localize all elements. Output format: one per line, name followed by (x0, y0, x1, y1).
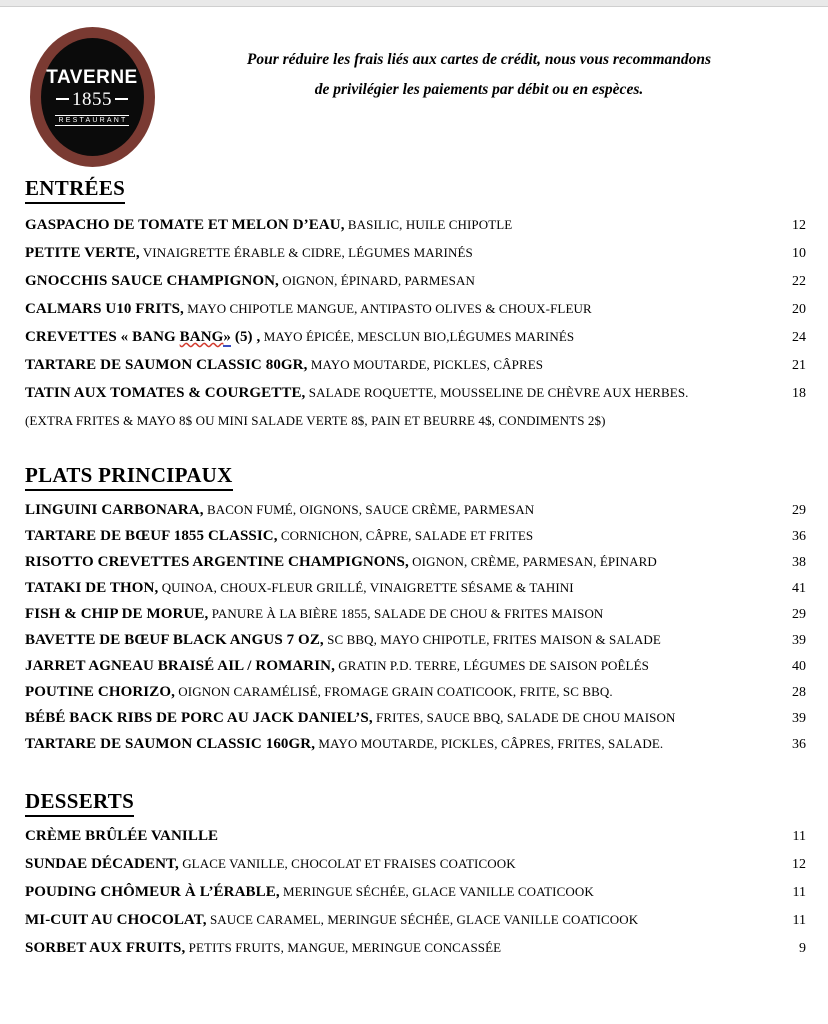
menu-item-description: PETITS FRUITS, MANGUE, MERINGUE CONCASSÉE (185, 940, 502, 955)
menu-item-price: 10 (792, 246, 806, 261)
menu-item-name: POUDING CHÔMEUR À L’ÉRABLE, (25, 884, 280, 900)
menu-item-text (25, 709, 725, 727)
menu-item-text (25, 827, 740, 845)
menu-item (25, 605, 806, 623)
menu-item (25, 883, 806, 901)
document-viewer-top-edge (0, 0, 828, 7)
menu-item-name: POUTINE CHORIZO, (25, 684, 175, 700)
menu-item-price: 20 (792, 302, 806, 317)
logo-container (22, 21, 162, 167)
menu-item-description: OIGNON, ÉPINARD, PARMESAN (278, 273, 475, 288)
menu-item (25, 356, 806, 374)
menu-item-price: 29 (792, 503, 806, 518)
menu-item-price: 12 (792, 218, 806, 233)
menu-item-price: 24 (792, 330, 806, 345)
menu-item-name: LINGUINI CARBONARA, (25, 502, 204, 518)
credit-card-notice (162, 21, 806, 105)
menu-item-description: CORNICHON, CÂPRE, SALADE ET FRITES (277, 528, 534, 543)
credit-card-notice-line1: Pour réduire les frais liés aux cartes de crédit, nous vous recommandons (246, 51, 712, 68)
menu-item-text (25, 911, 740, 929)
menu-item-name: TARTARE DE SAUMON CLASSIC 160GR, (25, 736, 316, 752)
menu-item-text (25, 527, 725, 545)
menu-section-desserts (22, 789, 806, 957)
menu-item-text (25, 735, 725, 753)
credit-card-notice-line2: de privilégier les paiements par débit ou en espèces. (314, 81, 644, 99)
menu-item-price: 21 (792, 358, 806, 373)
logo-year-row (56, 90, 128, 109)
menu-header (22, 7, 806, 162)
menu-item-description: OIGNON CARAMÉLISÉ, FROMAGE GRAIN COATICOOK, FRITE, SC BBQ. (174, 684, 613, 699)
menu-item-name: TARTARE DE SAUMON CLASSIC 80GR, (25, 357, 308, 373)
menu-item-text (25, 553, 725, 571)
menu-item-name: CRÈME BRÛLÉE VANILLE (25, 828, 219, 844)
menu-item (25, 553, 806, 571)
menu-item-name: SUNDAE DÉCADENT, (25, 856, 179, 872)
menu-item-name: TATAKI DE THON, (25, 580, 159, 596)
menu-item-description: GLACE VANILLE, CHOCOLAT ET FRAISES COATICOOK (178, 856, 516, 871)
menu-item-text (25, 501, 725, 519)
menu-item-description: OIGNON, CRÈME, PARMESAN, ÉPINARD (408, 554, 657, 569)
taverne-1855-logo (30, 27, 155, 167)
spellcheck-misspelled-word: BANG (179, 329, 224, 345)
section-title-plats: PLATS PRINCIPAUX (25, 463, 233, 491)
menu-item-price: 12 (792, 857, 806, 872)
menu-item-name: CALMARS U10 FRITS, (25, 301, 184, 317)
menu-item-description: SALADE ROQUETTE, MOUSSELINE DE CHÈVRE AUX HERBES. (305, 385, 689, 400)
logo-dash-right-icon (115, 98, 128, 100)
section-footnote-entrees: (EXTRA FRITES & MAYO 8$ OU MINI SALADE VERTE 8$, PAIN ET BEURRE 4$, CONDIMENTS 2$) (25, 413, 606, 428)
grammarcheck-marked-char: » (223, 329, 232, 345)
menu-item-name: PETITE VERTE, (25, 245, 140, 261)
menu-item-name: BAVETTE DE BŒUF BLACK ANGUS 7 OZ, (25, 632, 324, 648)
menu-item-list (22, 501, 806, 753)
menu-item (25, 709, 806, 727)
menu-item-price: 36 (792, 529, 806, 544)
menu-item-description: FRITES, SAUCE BBQ, SALADE DE CHOU MAISON (372, 710, 676, 725)
menu-item-text (25, 272, 740, 290)
menu-section-entrees (22, 176, 806, 429)
menu-item-text (25, 300, 740, 318)
menu-item-name: TATIN AUX TOMATES & COURGETTE, (25, 385, 306, 401)
section-title-entrees: ENTRÉES (25, 176, 125, 204)
menu-item-text (25, 579, 725, 597)
menu-item (25, 735, 806, 753)
menu-item-text (25, 328, 740, 346)
menu-item-list (22, 827, 806, 957)
menu-item-price: 29 (792, 607, 806, 622)
menu-item (25, 683, 806, 701)
menu-item-text (25, 244, 740, 262)
menu-item-text (25, 216, 740, 234)
menu-item-description: VINAIGRETTE ÉRABLE & CIDRE, LÉGUMES MARINÉS (139, 245, 473, 260)
menu-item-text (25, 683, 725, 701)
logo-inner-field (41, 38, 144, 156)
logo-year: 1855 (72, 88, 112, 110)
menu-item-text (25, 883, 740, 901)
menu-item-price: 38 (792, 555, 806, 570)
menu-item-description: SC BBQ, MAYO CHIPOTLE, FRITES MAISON & SALADE (323, 632, 661, 647)
menu-item (25, 827, 806, 845)
menu-item-name: FISH & CHIP DE MORUE, (25, 606, 209, 622)
menu-item-name: RISOTTO CREVETTES ARGENTINE CHAMPIGNONS, (25, 554, 409, 570)
menu-sections (22, 176, 806, 957)
menu-page (0, 7, 828, 957)
menu-item-name: JARRET AGNEAU BRAISÉ AIL / ROMARIN, (25, 658, 335, 674)
menu-item (25, 631, 806, 649)
menu-item-text (25, 657, 725, 675)
menu-item-price: 11 (792, 913, 806, 928)
menu-item-text (25, 605, 725, 623)
menu-item (25, 300, 806, 318)
menu-item-description: BACON FUMÉ, OIGNONS, SAUCE CRÈME, PARMESAN (203, 502, 535, 517)
menu-item-text (25, 855, 740, 873)
menu-item-description: MAYO CHIPOTLE MANGUE, ANTIPASTO OLIVES & CHOUX-FLEUR (183, 301, 592, 316)
menu-item-name: GNOCCHIS SAUCE CHAMPIGNON, (25, 273, 279, 289)
menu-item-text (25, 356, 740, 374)
menu-item-description: SAUCE CARAMEL, MERINGUE SÉCHÉE, GLACE VANILLE COATICOOK (206, 912, 639, 927)
section-title-desserts: DESSERTS (25, 789, 134, 817)
menu-item-price: 18 (792, 386, 806, 401)
menu-item-price: 11 (792, 885, 806, 900)
menu-item (25, 501, 806, 519)
menu-item-description: BASILIC, HUILE CHIPOTLE (344, 217, 513, 232)
menu-item-price: 41 (792, 581, 806, 596)
menu-item-name: GASPACHO DE TOMATE ET MELON D’EAU, (25, 217, 345, 233)
menu-item-description: PANURE À LA BIÈRE 1855, SALADE DE CHOU & FRITES MAISON (208, 606, 604, 621)
menu-item-price: 11 (792, 829, 806, 844)
menu-item-price: 39 (792, 633, 806, 648)
menu-item-description: MAYO MOUTARDE, PICKLES, CÂPRES (307, 357, 544, 372)
menu-item (25, 328, 806, 346)
menu-item-text (25, 384, 740, 402)
logo-brand-name: TAVERNE (46, 66, 138, 88)
menu-item-text (25, 631, 725, 649)
menu-item (25, 384, 806, 402)
menu-item (25, 657, 806, 675)
menu-item (25, 911, 806, 929)
menu-item (25, 579, 806, 597)
menu-item-description: MAYO MOUTARDE, PICKLES, CÂPRES, FRITES, SALADE. (315, 736, 664, 751)
menu-item-price: 40 (792, 659, 806, 674)
menu-item-description: MAYO ÉPICÉE, MESCLUN BIO,LÉGUMES MARINÉS (260, 329, 575, 344)
menu-item-name: BÉBÉ BACK RIBS DE PORC AU JACK DANIEL’S, (25, 710, 373, 726)
menu-item (25, 244, 806, 262)
logo-subtitle: RESTAURANT (55, 115, 130, 127)
menu-item-name: MI-CUIT AU CHOCOLAT, (25, 912, 207, 928)
menu-item-description: GRATIN P.D. TERRE, LÉGUMES DE SAISON POÊLÉS (334, 658, 649, 673)
menu-item (25, 272, 806, 290)
menu-item (25, 855, 806, 873)
menu-item (25, 939, 806, 957)
menu-item-price: 9 (799, 941, 806, 956)
logo-dash-left-icon (56, 98, 69, 100)
menu-item-description: MERINGUE SÉCHÉE, GLACE VANILLE COATICOOK (279, 884, 594, 899)
menu-item-name: SORBET AUX FRUITS, (25, 940, 186, 956)
menu-section-plats (22, 463, 806, 753)
menu-item-text (25, 939, 740, 957)
menu-item (25, 527, 806, 545)
menu-item (25, 216, 806, 234)
menu-item-price: 22 (792, 274, 806, 289)
menu-item-price: 36 (792, 737, 806, 752)
menu-item-list (22, 216, 806, 402)
menu-item-price: 28 (792, 685, 806, 700)
menu-item-price: 39 (792, 711, 806, 726)
menu-item-description: QUINOA, CHOUX-FLEUR GRILLÉ, VINAIGRETTE SÉSAME & TAHINI (158, 580, 574, 595)
menu-item-name: TARTARE DE BŒUF 1855 CLASSIC, (25, 528, 278, 544)
menu-item-name: CREVETTES « BANG BANG» (5) , (25, 329, 261, 345)
